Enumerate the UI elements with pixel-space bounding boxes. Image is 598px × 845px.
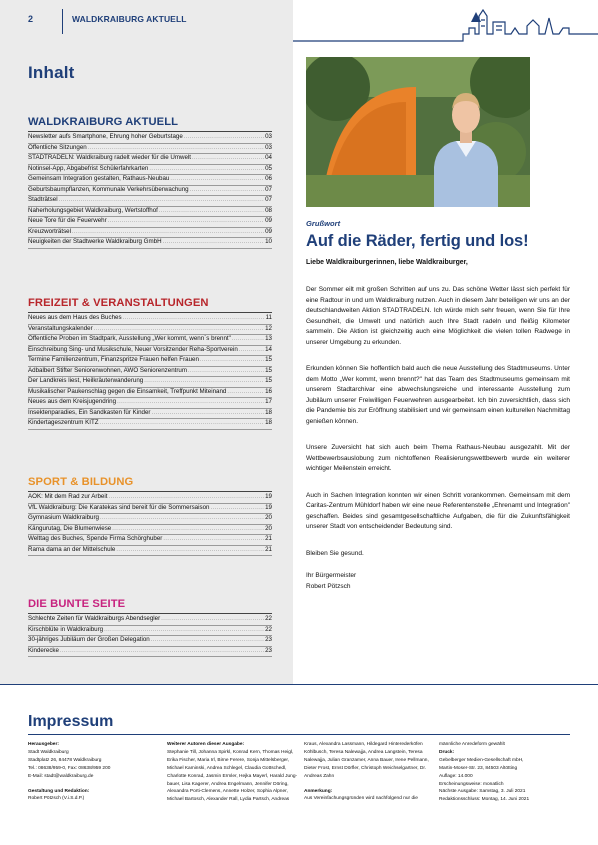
toc-entry[interactable]: [28, 346, 272, 357]
toc-entry-page: 21: [265, 535, 272, 543]
toc-entry[interactable]: [28, 356, 272, 367]
toc-entry[interactable]: [28, 314, 272, 325]
toc-dot-leader: [100, 514, 264, 524]
toc-entry-title: Kindertageszentrum KITZ: [28, 419, 99, 427]
toc-entry-title: Adbalbert Stifter Seniorenwohnen, AWO Seniorenzentrum: [28, 366, 188, 374]
article-paragraph: Unsere Zuversicht hat sich auch beim Thema Rathaus-Neubau ausgezahlt. Mit der Wettbewerbsauslobung zum nichtoffenen Realisierungswettbewerb wurde ein weiterer wichtiger Meilenstein erreicht.: [306, 444, 570, 472]
toc-entry[interactable]: [28, 615, 272, 626]
impressum-line: Dieter Frost, Ernst Dörfler, Christoph Weichselgartner, Dr.: [304, 765, 427, 771]
toc-entry-title: Rama dama an der Mittelschule: [28, 545, 116, 553]
toc-entry[interactable]: [28, 388, 272, 399]
toc-entry-page: 15: [265, 377, 272, 385]
toc-entry-page: 16: [265, 387, 272, 395]
toc-dot-leader: [188, 367, 264, 377]
impressum-line: Erscheinungsweise: monatlich: [439, 781, 504, 787]
toc-entry-page: 21: [265, 545, 272, 553]
toc-entry-page: 08: [265, 206, 272, 214]
toc-entry-title: Gemeinsam Integration gestalten, Rathaus-Neubau: [28, 175, 170, 183]
impressum-line: Robert Pötzsch (V.i.S.d.P.): [28, 796, 85, 802]
impressum-line: Michael Bartosch, Alexander Rall, Lydia Partsch, Andreas: [167, 797, 290, 803]
impressum-label: Gestaltung und Redaktion:: [28, 788, 90, 794]
impressum-label: Weiterer Autoren dieser Ausgabe:: [167, 742, 245, 747]
impressum-column-print: [439, 741, 529, 804]
toc-entry[interactable]: [28, 217, 272, 228]
impressum-line: Charlotte Konrad, Jasmin Ermler, Hejka Mayerl, Harald Jung-: [167, 773, 298, 779]
toc-section-die-bunte-seite: [28, 598, 272, 657]
toc-entry-title: Öffentliche Proben im Stadtpark, Ausstellung „Wer kommt, wenn´s brennt": [28, 335, 231, 343]
header-divider: [62, 9, 63, 34]
article-paragraph: Auch in Sachen Integration konnten wir einen Schritt vorankommen. Gemeinsam mit dem Caritas-Zentrum Mühldorf haben wir eine neue Referentenstelle „Ehrenamt und Integration" geschaffen. Beides sind gesamtgesellschaftliche Aufgaben, die für die Zukunftsfähigkeit unserer Stadt von entscheidender Bedeutung sind.: [306, 491, 570, 530]
impressum-line: Michael Kaminski, Andrea Schlegel, Claudia Gottschedl,: [167, 765, 287, 771]
toc-entry-page: 22: [265, 615, 272, 622]
mayor-portrait-photo: [306, 57, 530, 207]
toc-entry-title: Insektenparadies, Ein Sandkasten für Kinder: [28, 408, 151, 416]
toc-entry-title: Neuigkeiten der Stadtwerke Waldkraiburg GmbH: [28, 238, 162, 246]
toc-dot-leader: [161, 615, 264, 625]
toc-entry-title: Kreuzworträtsel: [28, 227, 71, 235]
toc-entry-page: 09: [265, 227, 272, 235]
toc-entry-page: 19: [265, 493, 272, 500]
toc-entry[interactable]: [28, 377, 272, 388]
toc-entry-title: Schlechte Zeiten für Waldkraiburgs Abendsegler: [28, 615, 161, 622]
article-sign-off: Bleiben Sie gesund.: [306, 549, 364, 557]
toc-dot-leader: [112, 525, 264, 535]
toc-entry-page: 15: [265, 366, 272, 374]
toc-dot-leader: [159, 207, 264, 217]
impressum-line: Auflage: 14.000: [439, 773, 473, 779]
toc-entry-page: 03: [265, 133, 272, 140]
article-kicker: Grußwort: [306, 219, 341, 228]
toc-section-heading: WALDKRAIBURG AKTUELL: [28, 116, 272, 132]
toc-dot-leader: [149, 165, 264, 175]
toc-section-freizeit-veranstaltungen: [28, 297, 272, 430]
toc-dot-leader: [170, 175, 264, 185]
article-signature-title: Ihr Bürgermeister: [306, 572, 357, 579]
toc-entry-page: 15: [265, 356, 272, 364]
impressum-line: Stadtplatz 26, 84478 Waldkraiburg: [28, 757, 102, 763]
greeting-article: [306, 219, 570, 592]
toc-section-heading: SPORT & BILDUNG: [28, 476, 272, 492]
toc-entry-title: Veranstaltungskalender: [28, 324, 93, 332]
toc-dot-leader: [60, 647, 264, 657]
toc-entry[interactable]: [28, 546, 272, 557]
toc-entry[interactable]: [28, 165, 272, 176]
toc-dot-leader: [144, 377, 264, 387]
toc-entry-page: 13: [265, 335, 272, 343]
toc-dot-leader: [232, 335, 264, 345]
toc-entry-page: 09: [265, 217, 272, 225]
toc-section-heading: FREIZEIT & VERANSTALTUNGEN: [28, 297, 272, 313]
toc-dot-leader: [104, 626, 264, 636]
toc-entry-page: 17: [265, 398, 272, 406]
toc-entry-title: Neue Tore für die Feuerwehr: [28, 217, 107, 225]
toc-dot-leader: [108, 493, 264, 503]
toc-entry-page: 23: [265, 636, 272, 644]
toc-entry-title: Musikalischer Paukenschlag gegen die Einsamkeit, Treffpunkt Miteinand: [28, 387, 227, 395]
toc-entry-page: 04: [265, 154, 272, 162]
toc-entry-page: 05: [265, 164, 272, 172]
toc-entry[interactable]: [28, 186, 272, 197]
impressum-divider: [0, 684, 598, 685]
toc-entry[interactable]: [28, 335, 272, 346]
toc-dot-leader: [117, 398, 264, 408]
toc-entry[interactable]: [28, 175, 272, 186]
city-skyline-logo: [293, 8, 598, 42]
header-title: WALDKRAIBURG AKTUELL: [72, 14, 187, 24]
toc-entry[interactable]: [28, 238, 272, 249]
toc-entry[interactable]: [28, 493, 272, 504]
toc-entry-title: STADTRADELN: Waldkraiburg radelt wieder für die Umwelt: [28, 154, 191, 162]
toc-entry-page: 03: [265, 143, 272, 151]
toc-entry-title: 30-jähriges Jubiläum der Großen Delegation: [28, 636, 150, 644]
toc-entry[interactable]: [28, 325, 272, 336]
toc-entry[interactable]: [28, 154, 272, 165]
toc-entry-page: 18: [265, 408, 272, 416]
toc-entry-title: Neues aus dem Haus des Buches: [28, 314, 122, 321]
toc-entry[interactable]: [28, 207, 272, 218]
impressum-line: Erika Fischer, Maria Irl, Birne Ferere, Sonja Mittelsberger,: [167, 757, 290, 763]
toc-entry-page: 10: [265, 238, 272, 246]
toc-entry-title: Stadträtsel: [28, 196, 58, 204]
toc-entry-page: 11: [265, 314, 272, 321]
toc-entry[interactable]: [28, 409, 272, 420]
toc-entry-page: 18: [265, 419, 272, 427]
toc-entry-page: 20: [265, 514, 272, 522]
page-number: 2: [28, 14, 34, 24]
impressum-line: Stadt Waldkraiburg: [28, 749, 69, 755]
toc-entry-title: Naherholungsgebiet Waldkraiburg, Wertstoffhof: [28, 206, 158, 214]
impressum-line: Nächste Ausgabe: Samstag, 3. Juli 2021: [439, 789, 526, 795]
toc-entry[interactable]: [28, 133, 272, 144]
toc-entry-title: Kirschblüte in Waldkraiburg: [28, 625, 104, 633]
toc-entry[interactable]: [28, 514, 272, 525]
toc-entry[interactable]: [28, 398, 272, 409]
impressum-line: Köhlbusch, Teresa Nalewajja, Andrea Langstein, Teresa: [304, 749, 423, 755]
impressum-line: Martin-Moser-Str. 23, 84503 Altötting: [439, 765, 518, 771]
toc-dot-leader: [239, 346, 264, 356]
toc-dot-leader: [116, 546, 264, 556]
toc-entry[interactable]: [28, 647, 272, 658]
article-signature-name: Robert Pötzsch: [306, 582, 351, 590]
toc-section-sport-bildung: [28, 476, 272, 556]
toc-entry[interactable]: [28, 144, 272, 155]
toc-entry-page: 06: [265, 175, 272, 183]
toc-entry[interactable]: [28, 636, 272, 647]
toc-dot-leader: [210, 504, 264, 514]
impressum-label: Anmerkung:: [304, 788, 333, 794]
toc-entry-page: 07: [265, 196, 272, 204]
toc-entry-title: Kängurutag, Die Blumenwiese: [28, 524, 112, 532]
toc-entry[interactable]: [28, 535, 272, 546]
article-salutation: Liebe Waldkraiburgerinnen, liebe Waldkraiburger,: [306, 259, 468, 266]
toc-section-heading: DIE BUNTE SEITE: [28, 598, 272, 614]
toc-entry-title: Geburtsbaumpflanzen, Kommunale Verkehrsüberwachung: [28, 185, 189, 193]
impressum-email: E-Mail: stadt@waldkraiburg.de: [28, 773, 94, 779]
toc-entry-title: Einschreibung Sing- und Musikschule, Neuer Vorsitzender Reha-Sportverein: [28, 345, 238, 353]
impressum-label: Druck:: [439, 749, 455, 755]
toc-entry-page: 20: [265, 524, 272, 532]
toc-dot-leader: [88, 144, 264, 154]
impressum-line: Redaktionsschluss: Montag, 14. Juni 2021: [439, 797, 530, 803]
toc-entry[interactable]: [28, 525, 272, 536]
toc-dot-leader: [192, 154, 264, 164]
toc-dot-leader: [200, 356, 264, 366]
toc-entry-page: 23: [265, 646, 272, 654]
article-headline: Auf die Räder, fertig und los!: [306, 232, 529, 250]
toc-entry-title: Der Landkreis liest, Heilkräuterwanderung: [28, 377, 144, 385]
impressum-line: männliche Anredeform gewählt: [439, 742, 505, 747]
toc-dot-leader: [184, 133, 264, 143]
toc-entry[interactable]: [28, 367, 272, 378]
article-paragraph: Der Sommer eilt mit großen Schritten auf uns zu. Das schöne Wetter lässt sich perfekt für eine Radtour in und um Waldkraiburg nutzen. Auch in diesem Jahr beteiligen wir uns an der deutschlandweiten Aktion STADTRADELN. Ich würde mich sehr freuen, wenn Sie für Ihre Gesundheit, die Umwelt und natürlich auch Ihre Stadt radeln und fleißig Kilometer sammeln. Die Aktion ist gleichzeitig auch eine Möglichkeit die vielen tollen Radwege in unserer Umgebung zu erkunden.: [306, 286, 570, 346]
toc-entry[interactable]: [28, 228, 272, 239]
toc-entry-page: 07: [265, 185, 272, 193]
toc-dot-leader: [94, 325, 264, 335]
impressum-line: Andreas Zahn: [304, 773, 335, 779]
toc-dot-leader: [100, 419, 265, 429]
toc-entry-title: AOK: Mit dem Rad zur Arbeit: [28, 493, 108, 500]
toc-entry-page: 14: [265, 345, 272, 353]
impressum-rule: [28, 734, 570, 735]
toc-entry-title: Welttag des Buches, Spende Firma Schörghuber: [28, 535, 163, 543]
toc-title: Inhalt: [28, 63, 75, 82]
toc-dot-leader: [59, 196, 265, 206]
toc-entry-title: Kinderecke: [28, 646, 59, 654]
toc-entry[interactable]: [28, 196, 272, 207]
toc-dot-leader: [190, 186, 264, 196]
impressum-column-authors-cont: [304, 741, 429, 803]
impressum-column-authors: [167, 741, 297, 804]
toc-dot-leader: [151, 409, 264, 419]
toc-dot-leader: [227, 388, 264, 398]
toc-entry-page: 12: [265, 324, 272, 332]
toc-dot-leader: [108, 217, 264, 227]
impressum-line: Stephanie Till, Johanna Spirkl, Konrad Kern, Thomas Heigl,: [167, 749, 294, 755]
impressum-line: bauer, Lisa Kagerer, Andrea Engelmann, Jennifer Döring,: [167, 781, 289, 787]
toc-dot-leader: [163, 535, 264, 545]
toc-entry-title: Neues aus dem Kreisjugendring: [28, 398, 117, 406]
article-paragraph: Erkunden können Sie hoffentlich bald auch die neue Ausstellung des Stadtmuseums. Unter dem Motto „Wer kommt, wenn brennt?" hat das Team des Stadtmuseums gemeinsam mit unserem Stadtarchivar eine abwechslungsreiche und interessante Ausstellung zum Jubiläum unserer Freiwilligen Feuerwehren ausgearbeitet. Ich bin zuversichtlich, dass sich die Pandemie bis zur Eröffnung stabilisiert und wir gemeinsam einen kulturellen Nachmittag genießen können.: [306, 365, 570, 425]
toc-entry-page: 22: [265, 625, 272, 633]
toc-dot-leader: [72, 228, 264, 238]
toc-entry-title: Termine Familienzentrum, Finanzspritze Frauen helfen Frauen: [28, 356, 199, 364]
toc-entry-title: Newsletter aufs Smartphone, Ehrung hoher Geburtstage: [28, 133, 183, 140]
impressum-line: Gebelberger Medien-Gesellschaft mbH,: [439, 757, 524, 763]
toc-entry-page: 19: [265, 503, 272, 511]
toc-section-waldkraiburg-aktuell: [28, 116, 272, 249]
toc-entry[interactable]: [28, 626, 272, 637]
toc-entry[interactable]: [28, 419, 272, 430]
impressum-title: Impressum: [28, 713, 114, 730]
impressum-line: Alexandra Porti-Clemens, Annette Holzer, Sophia Alpner,: [167, 789, 288, 795]
toc-dot-leader: [151, 636, 264, 646]
toc-entry[interactable]: [28, 504, 272, 515]
impressum-line: Nalewajja, Julian Granzamer, Anna Bauer, Irene Pellmann,: [304, 757, 429, 763]
toc-dot-leader: [163, 238, 265, 248]
impressum-line: Tel.: 08638/959-0, Fax: 08638/959 200: [28, 765, 111, 771]
impressum-line: Kraus, Alexandra Lassmann, Hildegard Hinterederköfen: [304, 742, 423, 747]
toc-entry-title: VfL Waldkraiburg: Die Karatekas sind bereit für die Sommersaison: [28, 503, 210, 511]
toc-entry-title: Öffentliche Sitzungen: [28, 143, 87, 151]
impressum-label: Herausgeber:: [28, 742, 59, 747]
impressum-line: Aus Vereinfachungsgründen wird nachfolgend nur die: [304, 796, 418, 802]
toc-dot-leader: [123, 314, 265, 324]
toc-entry-title: Gymnasium Waldkraiburg: [28, 514, 99, 522]
toc-entry-title: Notinsel-App, Abgabefrist Schülerfahrkarten: [28, 164, 149, 172]
impressum-column-publisher: [28, 741, 110, 803]
